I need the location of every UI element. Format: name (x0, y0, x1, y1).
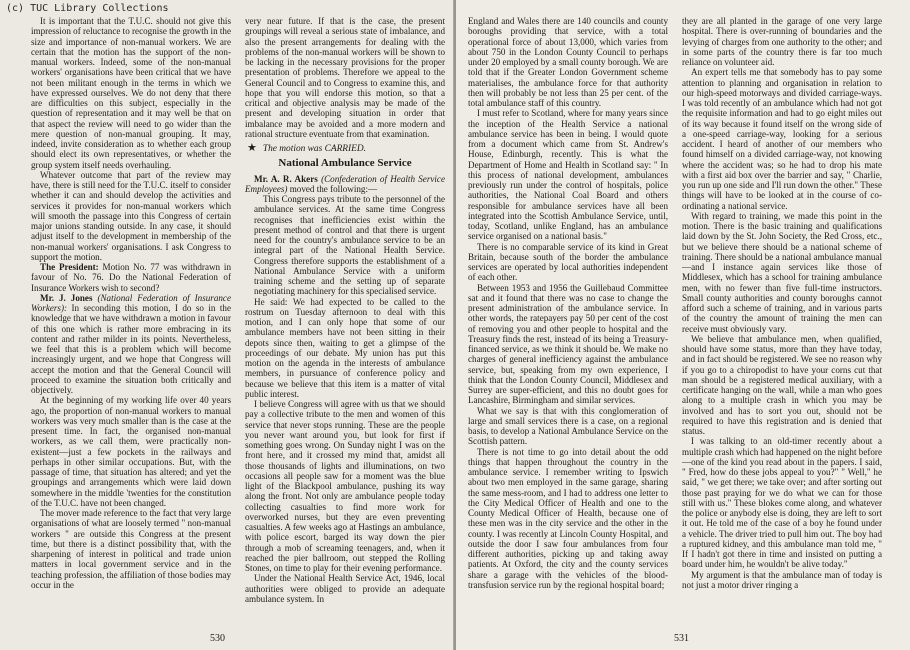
paragraph: An expert tells me that somebody has to pay some attention to planning and organisation in relation to our high-speed motorways and divided carriage-ways. I was told recently of an ambulance which had not got the requisite information and had to go eight miles out of its way because it found itself on the wrong side of a one-speed carriage-way, looking for a serious accident. I heard of another of our members who found himself on a divided carriage-way, not knowing where the accident was; so he had to drop his mate with a first aid box over the barrier and say, " Charlie, you run up one side and I'll run down the other." These things will have to be looked at in the course of co-ordinating a national service. (682, 67, 882, 211)
paragraph: Mr. J. Jones (National Federation of Insurance Workers): In seconding this motion, I do so in the knowledge that we have withdrawn a motion in favour of this one which is rather more embracing in its content and rather milder in its points. Nevertheless, we feel that this is a problem which will become increasingly urgent, and we hope that Congress will accept the motion and that the General Council will proceed to examine the situation both critically and objectively. (31, 292, 231, 395)
paragraph: This Congress pays tribute to the personnel of the ambulance services. At the same time Congress recognises that inefficiencies exist within the present method of control and that there is urgent need for the country's ambulance service to be an integral part of the National Health Service. Congress therefore supports the establishment of a National Ambulance Service with a uniform training scheme and the setting up of separate negotiating machinery for this specialised service. (254, 194, 445, 297)
speaker-name: Mr. A. R. Akers (254, 173, 318, 184)
paragraph: very near future. If that is the case, the present groupings will reveal a serious state of imbalance, and also the present arrangements for dealing with the problems of the non-manual workers will be shown to be lacking in the necessary provisions for the proper presentation of problems. Therefore we appeal to the General Council and to Congress to examine this, and hope that you will endorse this motion, so that a critical and objective analysis may be made of the present and developing situation in order that imbalance may be avoided and a more modern and rational structure eventuate from that examination. (245, 16, 445, 139)
section-title: National Ambulance Service (278, 157, 412, 170)
page-number: 530 (210, 633, 225, 644)
paragraph: England and Wales there are 140 councils and county boroughs providing that service, with a total operational force of about 13,000, which varies from about 750 in the London County Council to perhaps under 20 employed by a small county borough. We are told that if the Greater London Government scheme materialises, the ambulance force for that authority then will probably be not less than 25 per cent. of the total ambulance staff of this country. (468, 16, 668, 108)
right-column-2 (682, 16, 882, 590)
paragraph: It is important that the T.U.C. should not give this impression of reluctance to recognise the growth in the size and importance of non-manual workers. We are certain that the motion has the support of the non-manual workers. Indeed, some of the non-manual workers' organisations have been critical that we have not been militant enough in the terms in which we have expressed ourselves. We do not deny that there are difficulties on this subject, especially in the question of representation and it may well be that on that aspect the review will need to go wider than the mere question of non-manual grouping. It may, indeed, invite consideration as to whether each group should elect its own representatives, or whether the group system itself needs overhauling. (31, 16, 232, 170)
left-column-1 (31, 16, 231, 604)
paragraph: The mover made reference to the fact that very large organisations of what are loosely termed " non-manual workers " are outside this Congress at the present time, but there is a distinct possibility that, with the sharpening of interest in political and trade union matters in local government service and in the teaching profession, the affiliation of those bodies may occur in the (31, 508, 231, 590)
paragraph: With regard to training, we made this point in the motion. There is the basic training and qualifications laid down by the St. John Society, the Red Cross, etc., but we believe there should be a national scheme of training. There should be a national ambulance manual—and I instance again services like those of Middlesex, which has a school for training ambulance men, with no fewer than five full-time instructors. Small county authorities and county boroughs cannot afford such a scheme of training, and in various parts of the country the amount of training the men can receive must obviously vary. (682, 210, 882, 334)
paragraph: they are all planted in the garage of one very large hospital. There is over-running of boundaries and the levying of charges from one authority to the other; and in some parts of the country there is far too much reliance on volunteer aid. (682, 16, 882, 67)
speaker-name: Mr. J. Jones (40, 292, 93, 303)
watermark: (c) TUC Library Collections (6, 3, 169, 14)
paragraph: Mr. A. R. Akers (Confederation of Health Service Employees) moved the following:— (245, 173, 446, 194)
paragraph: At the beginning of my working life over 40 years ago, the proportion of non-manual workers to manual workers was very much smaller than is the case at the present time. In fact, the organised non-manual workers, as we call them, were practically non-existent—just a few pockets in the railways and perhaps in other similar occupations. But, with the passage of time, that situation has altered; and yet the groupings and arrangements which were laid down somewhere in the middle 'twenties for the constitution of the T.U.C. have not been changed. (31, 395, 231, 508)
page-number: 531 (674, 633, 689, 644)
star-icon: ★ (247, 142, 257, 154)
paragraph: What we say is that with this conglomeration of large and small services there is a case, on a regional basis, to develop a National Ambulance Service on the Scottish pattern. (468, 405, 668, 447)
paragraph: I was talking to an old-timer recently about a multiple crash which had happened on the night before—one of the kind you read about in the papers. I said, " Fred, how do these jobs appeal to you?" " Well," he said, " we get there; we take over; and after sorting out those past praying for we do what we can for those still with us." These blokes come along, and whatever the police or anybody else is doing, they are left to sort it out. He told me of the case of a boy he found under a vehicle. The driver tried to pull him out. The boy had a ruptured kidney, and this ambulance man told me, " If I hadn't got there in time and insisted on putting a board under him, he wouldn't be alive today." (682, 436, 883, 570)
paragraph: I believe Congress will agree with us that we should pay a collective tribute to the men and women of this service that never stops running. These are the people you never want around you, but look for first if something goes wrong. On Sunday night I was on the front here, and it crossed my mind that, amidst all those thousands of lights and illuminations, on two occasions all people saw for a moment was the blue light of the Blackpool ambulance, pushing its way along the front. Not only are ambulance people today collecting casualties to find more work for overworked nurses, but they are even preventing casualties. A few weeks ago at Hastings an ambulance, with police escort, barged its way down the pier through a mob of screaming teenagers, and, when it reached the pier ballroom, out stepped the Rolling Stones, on time to play for their evening performance. (245, 399, 445, 573)
paragraph: We believe that ambulance men, when qualified, should have some status, more than they have today, and in fact should be registered. We see no reason why if you go to a chiropodist to have your corns cut that man should be a registered medical auxiliary, with a certificate hanging on the wall, while a man who goes along to a multiple crash in which you may be involved and has to sort you out, should not be required to have this registration and is denied that status. (682, 333, 882, 436)
paragraph: He said: We had expected to be called to the rostrum on Tuesday afternoon to deal with this motion, and I can only hope that some of our ambulance members have not been sitting in their depots since then, waiting to get a glimpse of the proceedings of our debate. My union has put this motion on the agenda in the interests of ambulance members, in pursuance of conference policy and because we believe that this item is a matter of vital public interest. (245, 296, 445, 399)
paragraph: There is not time to go into detail about the odd things that happen throughout the country in the ambulance service. I remember writing to Ipswich about two men employed in the same garage, sharing the same mess-room, and I had to address one letter to the City Medical Officer of Health and one to the County Medical Officer of Health, because one of these men was in the city service and the other in the county. I was recently at Lincoln County Hospital, and outside the door I saw four ambulances from four different authorities, picking up and taking away patients. At Oxford, the city and the county services share a garage with the vehicles of the blood-transfusion service run by the regional hospital board; (468, 446, 668, 590)
paragraph: There is no comparable service of its kind in Great Britain, because south of the border the ambulance services are operated by local authorities independent of each other. (468, 241, 668, 283)
motion-text (245, 194, 445, 297)
left-column-2 (245, 16, 445, 604)
paragraph: Under the National Health Service Act, 1946, local authorities were obliged to provide an adequate ambulance system. In (245, 573, 445, 604)
speaker-name: The President: (40, 262, 99, 272)
paragraph: Whatever outcome that part of the review may have, there is still need for the T.U.C. itself to consider whether it can and should develop the activities and services it provides for non-manual workers which will smooth the passage into this Congress of certain major unions standing outside. In any case, it should adjust itself to the development in membership of the non-manual workers' organisations. I ask Congress to support the motion. (31, 169, 231, 262)
paragraph: The President: Motion No. 77 was withdrawn in favour of No. 76. Do the National Federation of Insurance Workers wish to second? (31, 262, 231, 293)
paragraph: Between 1953 and 1956 the Guillebaud Committee sat and it found that there was no case to change the present administration of the ambulance service. In other words, the ratepayers pay 50 per cent of the cost of removing you and other people to hospital and the Treasury finds the rest, instead of its being a Treasury-financed service, as we think it should be. We make no charges of general inefficiency against the ambulance service, but, speaking from my own experience, I think that the London County Council, Middlesex and Surrey are super-efficient, and this no doubt goes for Lancashire, Birmingham and similar services. (468, 282, 668, 406)
paragraph: I must refer to Scotland, where for many years since the inception of the Health Service a national ambulance service has been in being. I would quote from a document which came from St. Andrew's House, Edinburgh, recently. This is what the Department of Home and Health in Scotland say: " In this process of national development, ambulances previously run under the control of hospitals, police authorities, the National Coal Board and others responsible for ambulance services have all been integrated into the Scottish Ambulance Service, until, today, Scotland, unlike England, has an ambulance service organised on a national basis." (468, 108, 668, 242)
right-page (456, 0, 910, 650)
speaker-organisation: (Confederation of Health Service Employees) (245, 173, 446, 194)
paragraph: My argument is that the ambulance man of today is not just a motor driver ringing a (682, 569, 882, 590)
right-column-1 (468, 16, 668, 590)
motion-result: ★ The motion was CARRIED. (247, 142, 366, 154)
speaker-organisation: (National Federation of Insurance Workers): (31, 292, 231, 313)
left-page (0, 0, 454, 650)
